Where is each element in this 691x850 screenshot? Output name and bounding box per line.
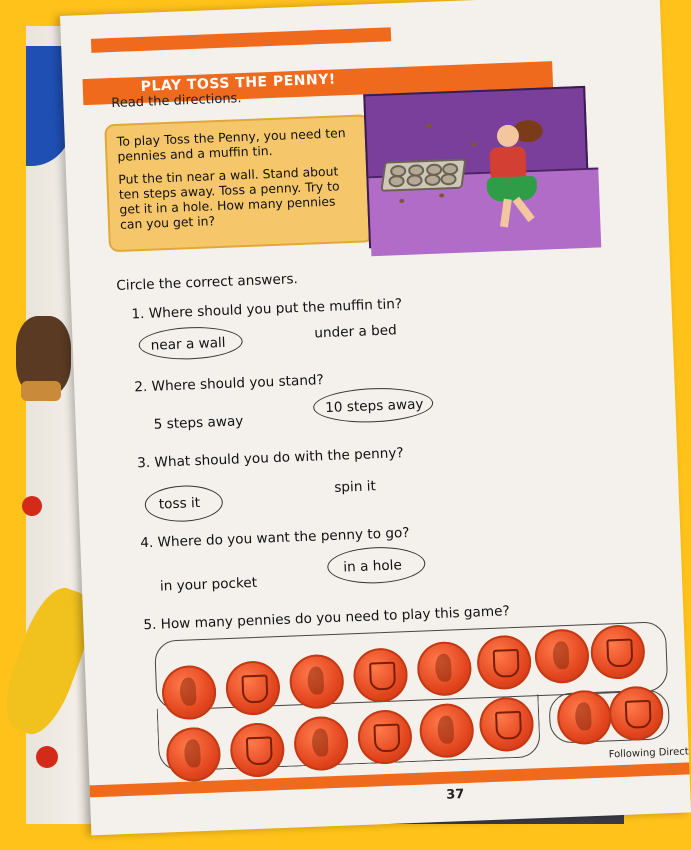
worksheet-page [60,0,691,835]
pennies-group [153,603,678,773]
question-number: 4. [139,534,154,552]
answer-circle [144,484,223,523]
question-text: What should you do with the penny? [154,445,404,471]
left-page-art [36,746,58,768]
answer-circle [327,545,426,585]
footer-section: Following Direct [608,746,689,761]
directions-paragraph: To play Toss the Penny, you need ten pennies and a muffin tin. [116,125,346,164]
flying-penny [426,124,431,128]
answer-2b[interactable]: 10 steps away [324,396,424,417]
left-page-art [22,496,42,516]
question-3 [137,445,404,471]
directions-paragraph: Put the tin near a wall. Stand about ten steps away. Toss a penny. Try to get it in a hole. How many pennies can you get in? [118,163,340,232]
directions-box [104,114,374,252]
answer-2a[interactable]: 5 steps away [153,413,244,433]
answer-circle [138,325,243,361]
question-number: 3. [136,454,151,472]
girl-skirt [487,176,538,202]
photo [26,26,689,824]
girl-head [497,124,520,147]
answer-3a[interactable]: toss it [158,494,201,513]
instruction-text: Circle the correct answers. [116,271,299,295]
answer-3b[interactable]: spin it [334,478,377,496]
question-number: 2. [134,378,148,396]
intro-text: Read the directions. [111,91,242,112]
girl-tossing-penny-illustration [363,86,591,248]
page-number: 37 [445,787,465,803]
question-text: How many pennies do you need to play this game? [160,603,510,633]
question-number: 1. [131,305,145,323]
question-text: Where should you stand? [151,372,325,395]
left-page-art [21,381,61,401]
top-bar [91,27,391,53]
page-title: PLAY TOSS THE PENNY! [140,71,336,95]
question-1 [131,296,402,322]
flying-penny [471,142,476,146]
answer-circle [313,386,434,425]
question-text: Where should you put the muffin tin? [148,296,403,322]
answer-1b[interactable]: under a bed [314,322,398,342]
answer-1a[interactable]: near a wall [150,334,226,354]
question-text: Where do you want the penny to go? [157,524,410,551]
question-number: 5. [143,616,157,634]
answer-4a[interactable]: in your pocket [159,574,258,595]
answer-4b[interactable]: in a hole [343,557,403,576]
question-2 [134,372,324,395]
